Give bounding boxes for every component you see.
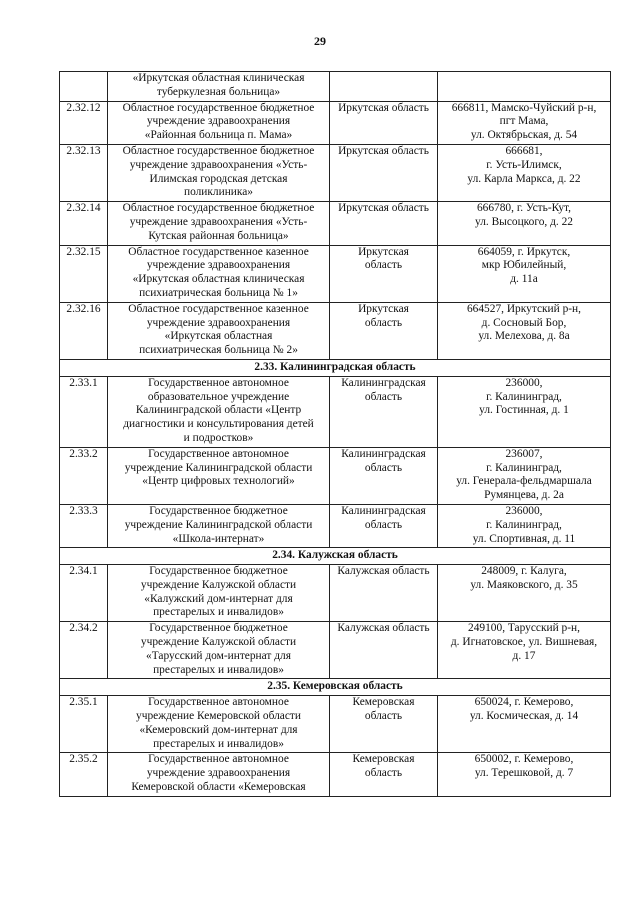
table-row xyxy=(60,696,611,753)
address xyxy=(438,202,611,245)
section-header-row xyxy=(60,548,611,565)
institution-name-line: Областное государственное казенное xyxy=(128,302,309,315)
address xyxy=(438,72,611,102)
institution-name xyxy=(108,101,330,144)
region-line: Калужская область xyxy=(337,622,430,635)
region-line: область xyxy=(364,316,403,329)
address-line: 236007, xyxy=(505,447,543,460)
row-number: 2.32.14 xyxy=(60,202,108,245)
institution-name-line: учреждение здравоохранения xyxy=(146,316,291,329)
row-number: 2.32.15 xyxy=(60,245,108,302)
address-line: ул. Высоцкого, д. 22 xyxy=(475,215,573,228)
region-line: Калужская область xyxy=(337,565,430,578)
region xyxy=(330,302,438,359)
address-line: ул. Космическая, д. 14 xyxy=(469,710,579,723)
institution-name xyxy=(108,447,330,504)
address-line: 664527, Иркутский р-н, xyxy=(466,302,582,315)
institution-name-line: Государственное автономное xyxy=(148,696,289,709)
institution-name-line: Государственное автономное xyxy=(148,753,289,766)
institution-name-line: «Иркутская областная xyxy=(164,330,273,343)
address-line: 664059, г. Иркутск, xyxy=(477,245,571,258)
table-row xyxy=(60,302,611,359)
region xyxy=(330,245,438,302)
region-line: Кемеровская xyxy=(352,753,415,766)
section-header-row xyxy=(60,359,611,376)
institution-name-line: «Калужский дом-интернат для xyxy=(144,592,293,605)
institution-name-line: психиатрическая больница № 1» xyxy=(139,286,298,299)
institution-name-line: Областное государственное бюджетное xyxy=(122,202,315,215)
section-title: 2.35. Кемеровская область xyxy=(60,679,611,696)
institution-name-line: учреждение здравоохранения xyxy=(146,115,291,128)
address-line: г. Калининград, xyxy=(486,518,562,531)
address-line: ул. Генерала-фельдмаршала xyxy=(456,475,592,488)
address-line: 248009, г. Калуга, xyxy=(481,565,567,578)
section-header-row xyxy=(60,679,611,696)
region-line: Иркутская область xyxy=(338,202,429,215)
region-line: область xyxy=(364,390,403,403)
institution-name xyxy=(108,376,330,447)
address-line: 249100, Тарусский р-н, xyxy=(468,622,580,635)
institution-name-line: туберкулезная больница» xyxy=(156,85,281,98)
address-line: 666780, г. Усть-Кут, xyxy=(476,202,572,215)
institution-name-line: Кутская районная больница» xyxy=(148,229,289,242)
address-line: ул. Терешковой, д. 7 xyxy=(474,767,574,780)
address-line: г. Калининград, xyxy=(486,390,562,403)
table-row xyxy=(60,245,611,302)
address xyxy=(438,447,611,504)
address-line: ул. Маяковского, д. 35 xyxy=(470,578,578,591)
address-line: д. Сосновый Бор, xyxy=(481,316,567,329)
address xyxy=(438,245,611,302)
institution-name xyxy=(108,202,330,245)
address xyxy=(438,696,611,753)
institution-name-line: психиатрическая больница № 2» xyxy=(139,344,298,357)
row-number: 2.34.2 xyxy=(60,622,108,679)
institution-name-line: Государственное бюджетное xyxy=(149,504,288,517)
table-row xyxy=(60,376,611,447)
region-line: Калининградская xyxy=(341,376,426,389)
address-line: 666811, Мамско-Чуйский р-н, xyxy=(451,101,597,114)
region xyxy=(330,447,438,504)
institution-name xyxy=(108,144,330,201)
institution-name xyxy=(108,622,330,679)
address xyxy=(438,622,611,679)
table-row xyxy=(60,72,611,102)
region-line: Иркутская xyxy=(358,302,409,315)
institutions-table xyxy=(59,71,611,797)
region xyxy=(330,202,438,245)
institution-name-line: Областное государственное бюджетное xyxy=(122,144,315,157)
institution-name-line: и подростков» xyxy=(183,431,254,444)
region-line: Иркутская область xyxy=(338,101,429,114)
region-line: Иркутская xyxy=(358,245,409,258)
institution-name-line: Областное государственное казенное xyxy=(128,245,309,258)
address-line: ул. Мелехова, д. 8а xyxy=(478,330,570,343)
table-row xyxy=(60,447,611,504)
address-line: ул. Спортивная, д. 11 xyxy=(472,532,576,545)
address-line: г. Усть-Илимск, xyxy=(486,158,562,171)
institution-name-line: образовательное учреждение xyxy=(147,390,290,403)
address-line: 650002, г. Кемерово, xyxy=(474,753,574,766)
section-title: 2.33. Калининградская область xyxy=(60,359,611,376)
address xyxy=(438,376,611,447)
region-line: область xyxy=(364,710,403,723)
address-line: д. Игнатовское, ул. Вишневая, xyxy=(450,636,598,649)
row-number: 2.32.13 xyxy=(60,144,108,201)
region-line: область xyxy=(364,518,403,531)
institution-name-line: Государственное бюджетное xyxy=(149,622,288,635)
institution-name-line: престарелых и инвалидов» xyxy=(153,606,284,619)
region-line: Иркутская область xyxy=(338,144,429,157)
address-line: ул. Гостинная, д. 1 xyxy=(479,404,569,417)
row-number: 2.32.16 xyxy=(60,302,108,359)
institution-name-line: «Тарусский дом-интернат для xyxy=(146,649,291,662)
table-row xyxy=(60,144,611,201)
table-row xyxy=(60,504,611,547)
institution-name-line: диагностики и консультирования детей xyxy=(123,418,314,431)
table-body xyxy=(60,72,611,797)
row-number: 2.34.1 xyxy=(60,565,108,622)
address xyxy=(438,565,611,622)
address-line: д. 17 xyxy=(512,649,536,662)
table-row xyxy=(60,753,611,796)
institution-name-line: «Кемеровский дом-интернат для xyxy=(139,723,298,736)
institution-name-line: престарелых и инвалидов» xyxy=(153,663,284,676)
institution-name xyxy=(108,245,330,302)
row-number: 2.35.1 xyxy=(60,696,108,753)
institution-name-line: престарелых и инвалидов» xyxy=(153,737,284,750)
region-line: Кемеровская xyxy=(352,696,415,709)
region xyxy=(330,101,438,144)
institution-name-line: учреждение здравоохранения xyxy=(146,259,291,272)
institution-name-line: учреждение Кемеровской области xyxy=(136,710,301,723)
row-number: 2.33.2 xyxy=(60,447,108,504)
address-line: Румянцева, д. 2а xyxy=(484,489,564,502)
institution-name-line: Государственное автономное xyxy=(148,376,289,389)
institution-name-line: учреждение здравоохранения «Усть- xyxy=(129,158,308,171)
region xyxy=(330,565,438,622)
institution-name xyxy=(108,565,330,622)
row-number: 2.32.12 xyxy=(60,101,108,144)
institution-name-line: Илимская городская детская xyxy=(149,172,288,185)
institution-name xyxy=(108,696,330,753)
table-row xyxy=(60,622,611,679)
region xyxy=(330,622,438,679)
institution-name-line: Государственное автономное xyxy=(148,447,289,460)
institution-name-line: учреждение здравоохранения xyxy=(146,767,291,780)
institution-name-line: поликлиника» xyxy=(183,186,254,199)
institution-name xyxy=(108,72,330,102)
region xyxy=(330,753,438,796)
region-line: область xyxy=(364,767,403,780)
address-line: 236000, xyxy=(505,504,543,517)
row-number: 2.35.2 xyxy=(60,753,108,796)
institution-name-line: Государственное бюджетное xyxy=(149,565,288,578)
address-line: мкр Юбилейный, xyxy=(481,259,567,272)
row-number: 2.33.3 xyxy=(60,504,108,547)
region-line: область xyxy=(364,461,403,474)
address-line: 650024, г. Кемерово, xyxy=(474,696,574,709)
address xyxy=(438,504,611,547)
address-line: пгт Мама, xyxy=(499,115,549,128)
institution-name xyxy=(108,753,330,796)
address-line: д. 11а xyxy=(510,273,538,286)
address xyxy=(438,101,611,144)
address-line: ул. Октябрьская, д. 54 xyxy=(470,129,578,142)
table-row xyxy=(60,101,611,144)
institution-name xyxy=(108,302,330,359)
institution-name-line: Кемеровской области «Кемеровская xyxy=(131,781,306,794)
institution-name-line: учреждение Калужской области xyxy=(140,636,297,649)
table-row xyxy=(60,202,611,245)
institution-name-line: «Школа-интернат» xyxy=(172,532,265,545)
institution-name-line: «Иркутская областная клиническая xyxy=(132,72,305,84)
institution-name-line: Областное государственное бюджетное xyxy=(122,101,315,114)
row-number xyxy=(60,72,108,102)
address-line: ул. Карла Маркса, д. 22 xyxy=(467,172,581,185)
institution-name-line: учреждение здравоохранения «Усть- xyxy=(129,215,308,228)
address xyxy=(438,302,611,359)
institution-name-line: учреждение Калининградской области xyxy=(124,518,313,531)
address-line: г. Калининград, xyxy=(486,461,562,474)
region xyxy=(330,144,438,201)
address-line: 236000, xyxy=(505,376,543,389)
region xyxy=(330,696,438,753)
institution-name-line: учреждение Калининградской области xyxy=(124,461,313,474)
institution-name-line: «Районная больница п. Мама» xyxy=(144,129,293,142)
institution-name xyxy=(108,504,330,547)
region-line: Калининградская xyxy=(341,447,426,460)
address xyxy=(438,144,611,201)
address xyxy=(438,753,611,796)
table-row xyxy=(60,565,611,622)
institution-name-line: «Центр цифровых технологий» xyxy=(142,475,295,488)
institution-name-line: Калининградской области «Центр xyxy=(135,404,302,417)
region-line: область xyxy=(364,259,403,272)
region xyxy=(330,504,438,547)
region-line: Калининградская xyxy=(341,504,426,517)
region xyxy=(330,376,438,447)
section-title: 2.34. Калужская область xyxy=(60,548,611,565)
row-number: 2.33.1 xyxy=(60,376,108,447)
address-line: 666681, xyxy=(505,144,543,157)
institution-name-line: учреждение Калужской области xyxy=(140,578,297,591)
page-number: 29 xyxy=(314,34,326,48)
institution-name-line: «Иркутская областная клиническая xyxy=(132,273,305,286)
region xyxy=(330,72,438,102)
